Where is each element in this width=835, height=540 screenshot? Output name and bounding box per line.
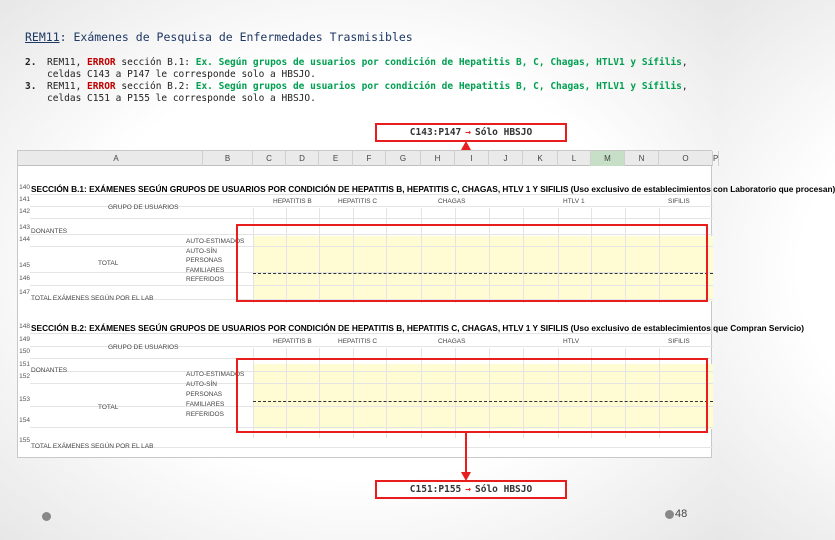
column-header-p[interactable]: P (713, 151, 719, 166)
section-b2-title: SECCIÓN B.2: EXÁMENES SEGÚN GRUPOS DE USUARIOS POR CONDICIÓN DE HEPATITIS B, HEPATITIS C, CHAGAS, HTLV 1 Y SIFILIS (Uso exclusivo de establecimientos que Compran Servicio) (31, 323, 804, 333)
column-header-h[interactable]: H (421, 151, 455, 166)
grupo-label-b2: GRUPO DE USUARIOS (108, 344, 179, 351)
item-number: 2. (25, 57, 37, 68)
b2-group-header: HEPATITIS C (338, 338, 378, 345)
row-header[interactable]: 142 (19, 208, 30, 215)
list-item (25, 57, 705, 81)
highlight-box-b2 (236, 358, 708, 433)
column-header-e[interactable]: E (319, 151, 353, 166)
row-header[interactable]: 149 (19, 336, 30, 343)
page-number: 48 (675, 508, 688, 520)
b1-group-header: HEPATITIS B (273, 198, 312, 205)
b2-last-row: TOTAL EXÁMENES SEGÚN POR EL LAB (31, 443, 154, 450)
row-header[interactable]: 155 (19, 437, 30, 444)
column-header-k[interactable]: K (523, 151, 558, 166)
item-comma: , (681, 81, 688, 92)
column-header-m[interactable]: M (591, 151, 625, 166)
b1-group-header: HTLV 1 (563, 198, 585, 205)
arrow-up-icon (461, 141, 471, 150)
section-b1-title: SECCIÓN B.1: EXÁMENES SEGÚN GRUPOS DE USUARIOS POR CONDICIÓN DE HEPATITIS B, HEPATITIS C, CHAGAS, HTLV 1 Y SIFILIS (Uso exclusivo de establecimientos con Laboratorio que procesan) (31, 184, 835, 194)
heading-text: : Exámenes de Pesquisa de Enfermedades Trasmisibles (59, 30, 413, 44)
b1-donantes: DONANTES (31, 228, 68, 235)
row-header[interactable]: 152 (19, 373, 30, 380)
error-list (25, 57, 705, 105)
column-header-c[interactable]: C (253, 151, 286, 166)
item-comma: , (681, 57, 688, 68)
group-sub-label: FAMILIARES (186, 401, 225, 408)
item-prefix: REM11, (47, 57, 88, 68)
group-sub-label: REFERIDOS (186, 276, 224, 283)
item-exam: Ex. Según grupos de usuarios por condición de Hepatitis B, C, Chagas, HTLV1 y Sífilis (195, 57, 682, 68)
column-header-d[interactable]: D (286, 151, 319, 166)
b2-total: TOTAL (98, 404, 119, 411)
group-sub-label: AUTO-SÍN (186, 247, 217, 255)
column-header-l[interactable]: L (558, 151, 591, 166)
callout-text: Sólo HBSJO (475, 127, 533, 138)
grupo-label-b1: GRUPO DE USUARIOS (108, 204, 179, 211)
grid-row-line (30, 333, 713, 334)
b2-donantes: DONANTES (31, 367, 68, 374)
column-header-j[interactable]: J (489, 151, 523, 166)
item-detail: celdas C143 a P147 le corresponde solo a HBSJO. (47, 69, 316, 80)
row-header[interactable]: 141 (19, 196, 30, 203)
item-section: sección B.1: (115, 57, 196, 68)
column-header-b[interactable]: B (203, 151, 253, 166)
group-sub-label: AUTO-ESTIMADOS (186, 371, 245, 378)
b2-group-header: CHAGAS (438, 338, 466, 345)
list-item (25, 81, 705, 105)
b1-total: TOTAL (98, 260, 119, 267)
grid-row-line (30, 218, 713, 219)
item-detail: celdas C151 a P155 le corresponde solo a HBSJO. (47, 93, 316, 104)
error-label: ERROR (87, 57, 116, 68)
group-sub-label: AUTO-SÍN (186, 381, 217, 388)
page-heading (25, 30, 413, 44)
item-number: 3. (25, 81, 37, 92)
column-header-bar (18, 151, 719, 166)
callout-bottom (375, 480, 567, 499)
error-label: ERROR (87, 81, 116, 92)
arrow-right-icon: → (465, 484, 471, 495)
b2-group-header: HEPATITIS B (273, 338, 312, 345)
group-sub-label: PERSONAS (186, 391, 223, 398)
row-header[interactable]: 144 (19, 236, 30, 243)
group-sub-label: PERSONAS (186, 257, 223, 264)
row-header[interactable]: 153 (19, 396, 30, 403)
callout-text: Sólo HBSJO (475, 484, 533, 495)
spreadsheet (17, 150, 835, 458)
b1-group-header: SIFILIS (668, 198, 690, 205)
item-prefix: REM11, (47, 81, 88, 92)
b1-group-header: HEPATITIS C (338, 198, 378, 205)
row-header[interactable]: 150 (19, 348, 30, 355)
b1-group-header: CHAGAS (438, 198, 466, 205)
group-sub-label: REFERIDOS (186, 411, 224, 418)
column-header-a[interactable]: A (30, 151, 203, 166)
row-header[interactable]: 148 (19, 323, 30, 330)
row-header[interactable]: 146 (19, 275, 30, 282)
bullet-dot-icon (42, 512, 51, 521)
row-header[interactable]: 145 (19, 262, 30, 269)
callout-top (375, 123, 567, 142)
group-sub-label: FAMILIARES (186, 266, 225, 274)
group-sub-label: AUTO-ESTIMADOS (186, 238, 245, 245)
row-header[interactable]: 140 (19, 184, 30, 191)
b1-last-row: TOTAL EXÁMENES SEGÚN POR EL LAB (31, 295, 154, 302)
column-header-i[interactable]: I (455, 151, 489, 166)
row-header[interactable]: 151 (19, 361, 30, 368)
column-header-f[interactable]: F (353, 151, 386, 166)
b2-group-header: SIFILIS (668, 338, 690, 345)
column-header-g[interactable]: G (386, 151, 421, 166)
highlight-box-b1 (236, 224, 708, 302)
row-header[interactable]: 154 (19, 417, 30, 424)
column-header-o[interactable]: O (659, 151, 713, 166)
b2-group-header: HTLV (563, 338, 580, 345)
column-header-n[interactable]: N (625, 151, 659, 166)
row-header[interactable]: 147 (19, 289, 30, 296)
heading-code: REM11 (25, 30, 60, 44)
arrow-right-icon: → (465, 127, 471, 138)
item-section: sección B.2: (115, 81, 196, 92)
callout-range: C143:P147 (409, 127, 462, 138)
callout-range: C151:P155 (409, 484, 462, 495)
item-exam: Ex. Según grupos de usuarios por condición de Hepatitis B, C, Chagas, HTLV1 y Sífilis (195, 81, 682, 92)
row-header[interactable]: 143 (19, 224, 30, 231)
bullet-dot-icon (665, 510, 674, 519)
grid-row-line (30, 194, 713, 195)
